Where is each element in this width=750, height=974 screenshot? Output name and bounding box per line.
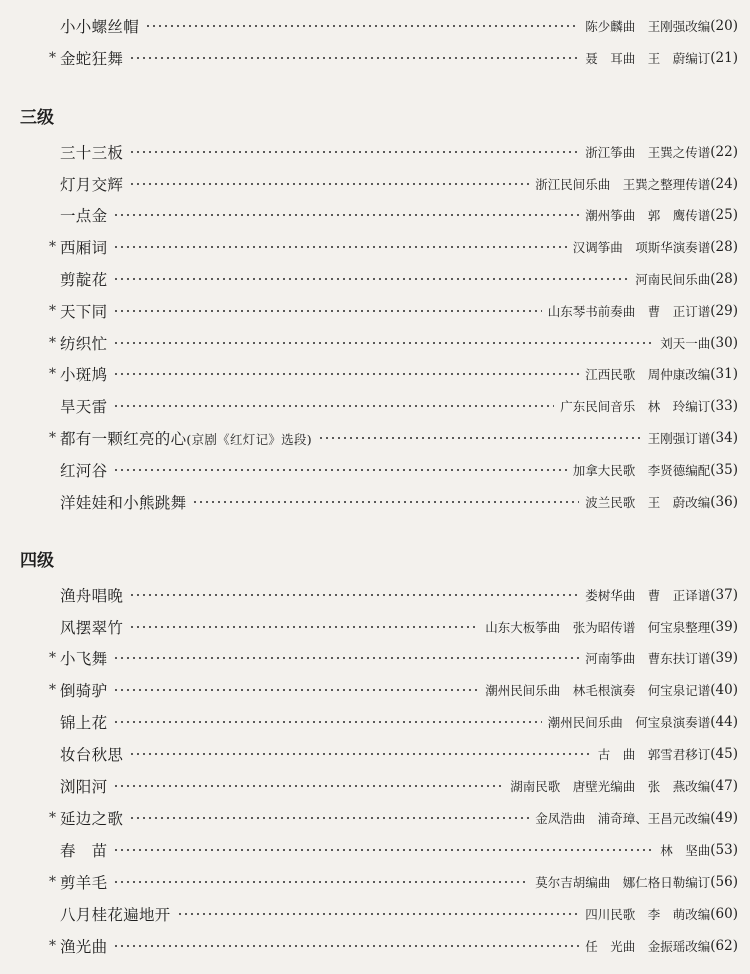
dot-leader	[129, 179, 529, 189]
entry-title-text: 小小螺丝帽	[60, 18, 140, 36]
dot-leader	[113, 274, 629, 284]
entry-credit: 娄树华曲 曹 正译谱	[585, 588, 711, 603]
dot-leader	[113, 845, 654, 855]
entry-credit: 王刚强订谱	[647, 431, 711, 446]
dot-leader	[113, 242, 566, 252]
entry-title-text: 锦上花	[60, 714, 108, 732]
entry-credit: 湖南民歌 唐壁光编曲 张 燕改编	[510, 779, 711, 794]
entry-credit: 莫尔吉胡编曲 娜仁格日勒编订	[535, 875, 711, 890]
toc-entry	[20, 612, 738, 642]
entry-title	[60, 871, 107, 893]
entry-credit: 任 光曲 金振瑶改编	[585, 939, 711, 954]
entry-title-text: 渔舟唱晚	[60, 587, 124, 605]
toc-entry	[20, 359, 738, 389]
entry-title	[60, 427, 312, 449]
toc-entry	[20, 264, 738, 294]
dot-leader	[113, 401, 554, 411]
entry-credit: 潮州民间乐曲 何宝泉演奏谱	[547, 715, 711, 730]
dot-leader	[129, 147, 579, 157]
entry-credit: 山东琴书前奏曲 曹 正订谱	[547, 304, 711, 319]
entry-page-number: (22)	[710, 144, 738, 160]
entry-title-text: 小飞舞	[60, 650, 108, 668]
entry-credit: 金凤浩曲 浦奇璋、王昌元改编	[535, 811, 711, 826]
asterisk-mark: *	[49, 430, 56, 446]
entry-title	[60, 459, 107, 481]
entry-title-text: 灯月交辉	[60, 176, 124, 194]
asterisk-mark: *	[49, 874, 56, 890]
entry-title-text: 春 苗	[60, 842, 108, 860]
dot-leader	[113, 338, 654, 348]
asterisk-mark: *	[49, 303, 56, 319]
entry-subtitle: (京剧《红灯记》选段)	[186, 432, 312, 447]
entry-title-text: 金蛇狂舞	[60, 50, 124, 68]
entry-page-number: (37)	[710, 587, 738, 603]
toc-entry	[20, 296, 738, 326]
entry-title-text: 延边之歌	[60, 810, 124, 828]
entry-page-number: (20)	[710, 18, 738, 34]
entry-credit: 加拿大民歌 李贤德编配	[572, 463, 711, 478]
toc-entry	[20, 675, 738, 705]
entry-title	[60, 616, 123, 638]
dot-leader	[113, 465, 566, 475]
entry-page-number: (31)	[710, 366, 738, 382]
toc-entry	[20, 643, 738, 673]
entry-page-number: (29)	[710, 303, 738, 319]
toc-entry	[20, 803, 738, 833]
entry-title-text: 渔光曲	[60, 938, 108, 956]
entry-title	[60, 491, 186, 513]
entry-credit: 林 坚曲	[660, 843, 711, 858]
entry-page-number: (60)	[710, 906, 738, 922]
toc-entry	[20, 739, 738, 769]
entry-page-number: (39)	[710, 619, 738, 635]
entry-title	[60, 236, 107, 258]
entry-page-number: (24)	[710, 176, 738, 192]
entry-title-text: 天下同	[60, 303, 108, 321]
toc-entry	[20, 232, 738, 262]
entry-title	[60, 268, 107, 290]
entry-title-text: 小斑鸠	[60, 366, 108, 384]
entry-title	[60, 300, 107, 322]
entry-page-number: (40)	[710, 682, 738, 698]
toc-entry	[20, 11, 738, 41]
toc-entry	[20, 487, 738, 517]
entry-page-number: (33)	[710, 398, 738, 414]
entry-credit: 潮州民间乐曲 林毛根演奏 何宝泉记谱	[485, 683, 711, 698]
dot-leader	[192, 497, 579, 507]
entry-title	[60, 363, 107, 385]
entry-title	[60, 47, 123, 69]
entry-title	[60, 935, 107, 957]
entry-title-text: 妆台秋思	[60, 746, 124, 764]
entry-page-number: (49)	[710, 810, 738, 826]
entry-title-text: 三十三板	[60, 144, 124, 162]
entry-page-number: (34)	[710, 430, 738, 446]
entry-credit: 潮州筝曲 郭 鹰传谱	[585, 208, 711, 223]
dot-leader	[113, 306, 541, 316]
entry-page-number: (35)	[710, 462, 738, 478]
entry-title-text: 剪羊毛	[60, 874, 108, 892]
entry-page-number: (36)	[710, 494, 738, 510]
entry-title	[60, 141, 123, 163]
toc-entry	[20, 707, 738, 737]
asterisk-mark: *	[49, 810, 56, 826]
dot-leader	[113, 781, 504, 791]
asterisk-mark: *	[49, 682, 56, 698]
entry-page-number: (21)	[710, 50, 738, 66]
entry-page-number: (44)	[710, 714, 738, 730]
entry-page-number: (47)	[710, 778, 738, 794]
entry-credit: 河南民间乐曲	[635, 272, 711, 287]
entry-page-number: (39)	[710, 650, 738, 666]
dot-leader	[113, 717, 541, 727]
entry-credit: 浙江筝曲 王巽之传谱	[585, 145, 711, 160]
entry-page-number: (45)	[710, 746, 738, 762]
entry-title-text: 风摆翠竹	[60, 619, 124, 637]
section-heading: 三级	[20, 108, 54, 128]
toc-entry	[20, 835, 738, 865]
entry-title	[60, 711, 107, 733]
toc-entry	[20, 328, 738, 358]
entry-title	[60, 332, 107, 354]
toc-entry	[20, 899, 738, 929]
entry-credit: 聂 耳曲 王 蔚编订	[585, 51, 711, 66]
entry-page-number: (56)	[710, 874, 738, 890]
toc-entry	[20, 200, 738, 230]
entry-title-text: 西厢词	[60, 239, 108, 257]
dot-leader	[113, 941, 579, 951]
entry-page-number: (28)	[710, 271, 738, 287]
toc-entry	[20, 43, 738, 73]
asterisk-mark: *	[49, 239, 56, 255]
entry-page-number: (53)	[710, 842, 738, 858]
entry-credit: 刘天一曲	[660, 336, 711, 351]
entry-credit: 四川民歌 李 萌改编	[585, 907, 711, 922]
toc-entry	[20, 867, 738, 897]
entry-title	[60, 807, 123, 829]
entry-title	[60, 839, 107, 861]
toc-entry	[20, 137, 738, 167]
dot-leader	[129, 622, 479, 632]
dot-leader	[113, 653, 579, 663]
entry-credit: 浙江民间乐曲 王巽之整理传谱	[535, 177, 711, 192]
entry-credit: 河南筝曲 曹东扶订谱	[585, 651, 711, 666]
toc-entry	[20, 771, 738, 801]
dot-leader	[129, 53, 579, 63]
entry-title	[60, 584, 123, 606]
entry-credit: 广东民间音乐 林 玲编订	[560, 399, 711, 414]
entry-title	[60, 15, 139, 37]
entry-title	[60, 173, 123, 195]
toc-entry	[20, 931, 738, 961]
entry-page-number: (25)	[710, 207, 738, 223]
entry-title	[60, 395, 107, 417]
dot-leader	[145, 21, 579, 31]
entry-credit: 古 曲 郭雪君移订	[597, 747, 711, 762]
dot-leader	[129, 590, 579, 600]
entry-page-number: (28)	[710, 239, 738, 255]
dot-leader	[129, 749, 592, 759]
entry-title	[60, 647, 107, 669]
entry-title-text: 洋娃娃和小熊跳舞	[60, 494, 187, 512]
entry-credit: 汉调筝曲 项斯华演奏谱	[572, 240, 711, 255]
entry-title-text: 都有一颗红亮的心	[60, 430, 187, 448]
entry-page-number: (30)	[710, 335, 738, 351]
entry-title-text: 旱天雷	[60, 398, 108, 416]
asterisk-mark: *	[49, 938, 56, 954]
dot-leader	[113, 877, 529, 887]
dot-leader	[318, 433, 642, 443]
entry-page-number: (62)	[710, 938, 738, 954]
entry-credit: 山东大板筝曲 张为昭传谱 何宝泉整理	[485, 620, 711, 635]
dot-leader	[177, 909, 580, 919]
toc-entry	[20, 455, 738, 485]
entry-title-text: 浏阳河	[60, 778, 108, 796]
entry-title-text: 倒骑驴	[60, 682, 108, 700]
entry-title	[60, 775, 107, 797]
asterisk-mark: *	[49, 50, 56, 66]
entry-title-text: 纺织忙	[60, 335, 108, 353]
entry-title-text: 红河谷	[60, 462, 108, 480]
entry-title-text: 一点金	[60, 207, 108, 225]
entry-credit: 江西民歌 周仲康改编	[585, 367, 711, 382]
entry-title	[60, 679, 107, 701]
toc-entry	[20, 169, 738, 199]
entry-title	[60, 204, 107, 226]
entry-title-text: 剪靛花	[60, 271, 108, 289]
dot-leader	[113, 210, 579, 220]
asterisk-mark: *	[49, 650, 56, 666]
entry-title	[60, 743, 123, 765]
asterisk-mark: *	[49, 366, 56, 382]
toc-entry	[20, 423, 738, 453]
toc-entry	[20, 391, 738, 421]
entry-credit: 波兰民歌 王 蔚改编	[585, 495, 711, 510]
toc-entry	[20, 580, 738, 610]
entry-title	[60, 903, 171, 925]
entry-title-text: 八月桂花遍地开	[60, 906, 171, 924]
dot-leader	[113, 369, 579, 379]
entry-credit: 陈少麟曲 王刚强改编	[585, 19, 711, 34]
dot-leader	[129, 813, 529, 823]
asterisk-mark: *	[49, 335, 56, 351]
dot-leader	[113, 685, 479, 695]
section-heading: 四级	[20, 551, 54, 571]
